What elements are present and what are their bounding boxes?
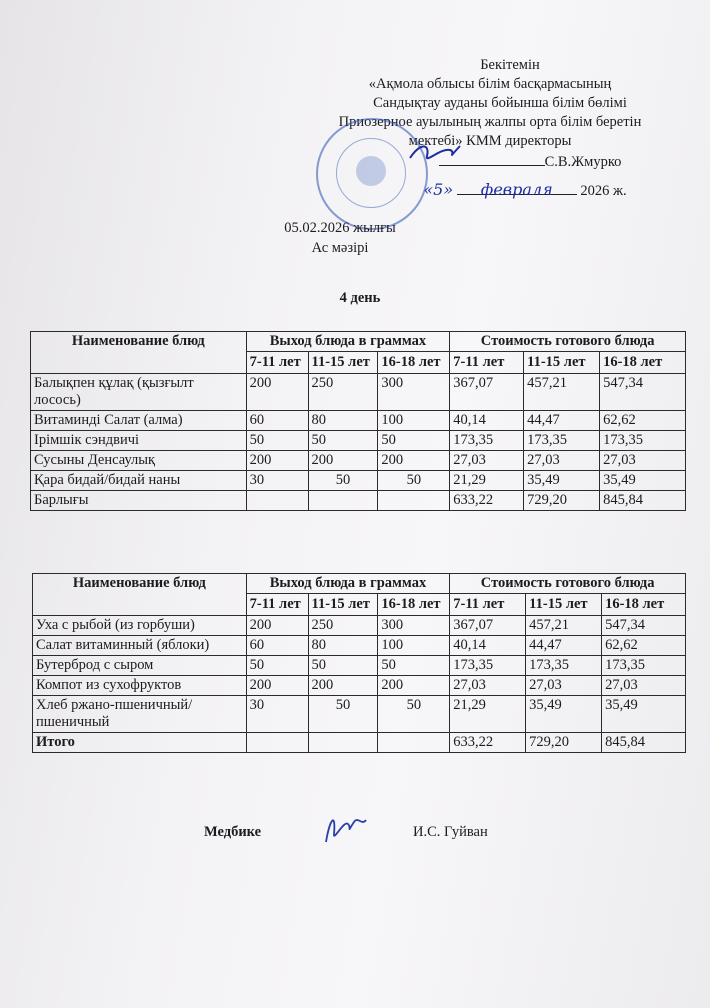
table-row — [31, 451, 686, 471]
cost-cell: 547,34 — [602, 616, 686, 636]
cost-cell: 173,35 — [524, 431, 600, 451]
table-row — [33, 616, 686, 636]
empty-cell — [246, 491, 308, 511]
table-row — [31, 431, 686, 451]
cost-cell: 457,21 — [524, 374, 600, 411]
col-weight-header: Выход блюда в граммах — [246, 332, 450, 352]
table-row — [33, 656, 686, 676]
total-cost-cell: 633,22 — [450, 491, 524, 511]
table-header-row — [33, 574, 686, 594]
cost-cell: 547,34 — [600, 374, 686, 411]
dish-name: Уха с рыбой (из горбуши) — [33, 616, 247, 636]
cost-cell: 62,62 — [600, 411, 686, 431]
weight-cell: 300 — [378, 374, 450, 411]
weight-cell: 30 — [246, 696, 308, 733]
cost-cell: 21,29 — [450, 471, 524, 491]
cost-cell: 35,49 — [600, 471, 686, 491]
weight-cell: 80 — [308, 411, 378, 431]
nurse-signature-icon — [318, 808, 368, 848]
weight-cell: 50 — [378, 431, 450, 451]
weight-cell: 250 — [308, 374, 378, 411]
weight-cell: 50 — [246, 431, 308, 451]
cost-cell: 40,14 — [450, 411, 524, 431]
table-row — [33, 696, 686, 733]
weight-cell: 100 — [378, 411, 450, 431]
approval-line-2: «Ақмола облысы білім басқармасының — [368, 76, 612, 92]
dish-name: Салат витаминный (яблоки) — [33, 636, 247, 656]
approval-line-1: Бекітемін — [480, 57, 540, 73]
cost-cell: 27,03 — [602, 676, 686, 696]
cost-cell: 27,03 — [450, 451, 524, 471]
age-header: 7-11 лет — [450, 352, 524, 374]
cost-cell: 27,03 — [450, 676, 526, 696]
cost-cell: 173,35 — [450, 431, 524, 451]
total-label: Барлығы — [31, 491, 247, 511]
weight-cell: 50 — [378, 471, 450, 491]
cost-cell: 35,49 — [602, 696, 686, 733]
dish-name: Ірімшік сэндвичі — [31, 431, 247, 451]
table-header-row — [31, 332, 686, 352]
age-header: 11-15 лет — [524, 352, 600, 374]
director-signature-icon — [405, 138, 465, 168]
dish-name: Бутерброд с сыром — [33, 656, 247, 676]
weight-cell: 200 — [378, 676, 450, 696]
cost-cell: 40,14 — [450, 636, 526, 656]
cost-cell: 62,62 — [602, 636, 686, 656]
weight-cell: 60 — [246, 636, 308, 656]
cost-cell: 27,03 — [526, 676, 602, 696]
col-name-header: Наименование блюд — [31, 332, 247, 374]
cost-cell: 173,35 — [600, 431, 686, 451]
date-year: 2026 ж. — [580, 183, 627, 199]
weight-cell: 50 — [246, 656, 308, 676]
cost-cell: 27,03 — [600, 451, 686, 471]
nurse-role: Медбике — [204, 824, 262, 840]
total-cost-cell: 845,84 — [602, 733, 686, 753]
cost-cell: 21,29 — [450, 696, 526, 733]
total-cost-cell: 729,20 — [526, 733, 602, 753]
age-header: 11-15 лет — [308, 352, 378, 374]
age-header: 7-11 лет — [450, 594, 526, 616]
age-header: 16-18 лет — [602, 594, 686, 616]
age-header: 16-18 лет — [378, 352, 450, 374]
empty-cell — [378, 733, 450, 753]
total-cost-cell: 633,22 — [450, 733, 526, 753]
col-cost-header: Стоимость готового блюда — [450, 574, 686, 594]
weight-cell: 200 — [308, 676, 378, 696]
nurse-name: И.С. Гуйван — [413, 824, 488, 840]
menu-table-kz — [30, 331, 686, 511]
cost-cell: 44,47 — [524, 411, 600, 431]
weight-cell: 50 — [308, 431, 378, 451]
age-header: 16-18 лет — [378, 594, 450, 616]
weight-cell: 250 — [308, 616, 378, 636]
empty-cell — [308, 733, 378, 753]
dish-name: Балықпен құлақ (қызғылт лосось) — [31, 374, 247, 411]
weight-cell: 60 — [246, 411, 308, 431]
approval-line-4: Приозерное ауылының жалпы орта білім беретін — [338, 114, 642, 130]
date-month: февраля — [457, 180, 577, 195]
age-header: 11-15 лет — [526, 594, 602, 616]
dish-name: Компот из сухофруктов — [33, 676, 247, 696]
weight-cell: 200 — [378, 451, 450, 471]
official-stamp — [316, 118, 428, 230]
cost-cell: 173,35 — [526, 656, 602, 676]
age-header: 7-11 лет — [246, 352, 308, 374]
table-row — [31, 374, 686, 411]
stamp-emblem-icon — [356, 156, 386, 186]
age-header: 16-18 лет — [600, 352, 686, 374]
col-name-header: Наименование блюд — [33, 574, 247, 616]
table-row — [33, 636, 686, 656]
table-total-row — [31, 491, 686, 511]
total-label: Итого — [33, 733, 247, 753]
cost-cell: 27,03 — [524, 451, 600, 471]
weight-cell: 200 — [246, 616, 308, 636]
weight-cell: 50 — [378, 696, 450, 733]
cost-cell: 367,07 — [450, 616, 526, 636]
weight-cell: 30 — [246, 471, 308, 491]
weight-cell: 50 — [308, 696, 378, 733]
menu-date: 05.02.2026 жылғы — [284, 220, 396, 236]
empty-cell — [308, 491, 378, 511]
cost-cell: 173,35 — [602, 656, 686, 676]
table-total-row — [33, 733, 686, 753]
total-cost-cell: 845,84 — [600, 491, 686, 511]
empty-cell — [378, 491, 450, 511]
dish-name: Сусыны Денсаулық — [31, 451, 247, 471]
cost-cell: 173,35 — [450, 656, 526, 676]
cost-cell: 35,49 — [526, 696, 602, 733]
weight-cell: 100 — [378, 636, 450, 656]
cost-cell: 35,49 — [524, 471, 600, 491]
weight-cell: 200 — [246, 676, 308, 696]
approval-line-3: Сандықтау ауданы бойынша білім бөлімі — [373, 95, 627, 111]
cost-cell: 367,07 — [450, 374, 524, 411]
dish-name: Витаминді Салат (алма) — [31, 411, 247, 431]
weight-cell: 200 — [246, 374, 308, 411]
director-name: С.В.Жмурко — [544, 154, 622, 170]
table-row — [33, 676, 686, 696]
col-cost-header: Стоимость готового блюда — [450, 332, 686, 352]
weight-cell: 300 — [378, 616, 450, 636]
table-row — [31, 411, 686, 431]
cost-cell: 457,21 — [526, 616, 602, 636]
empty-cell — [246, 733, 308, 753]
age-header: 11-15 лет — [308, 594, 378, 616]
date-day: «5» — [423, 180, 454, 199]
weight-cell: 50 — [378, 656, 450, 676]
approval-line-5: мектебі» КММ директоры — [408, 133, 572, 149]
dish-name: Қара бидай/бидай наны — [31, 471, 247, 491]
weight-cell: 200 — [246, 451, 308, 471]
weight-cell: 200 — [308, 451, 378, 471]
col-weight-header: Выход блюда в граммах — [246, 574, 450, 594]
table-row — [31, 471, 686, 491]
dish-name: Хлеб ржано-пшеничный/пшеничный — [33, 696, 247, 733]
weight-cell: 80 — [308, 636, 378, 656]
cost-cell: 44,47 — [526, 636, 602, 656]
weight-cell: 50 — [308, 471, 378, 491]
age-header: 7-11 лет — [246, 594, 308, 616]
menu-title: Ас мәзірі — [311, 240, 369, 256]
menu-day: 4 день — [339, 290, 381, 306]
total-cost-cell: 729,20 — [524, 491, 600, 511]
weight-cell: 50 — [308, 656, 378, 676]
menu-table-ru — [32, 573, 686, 753]
